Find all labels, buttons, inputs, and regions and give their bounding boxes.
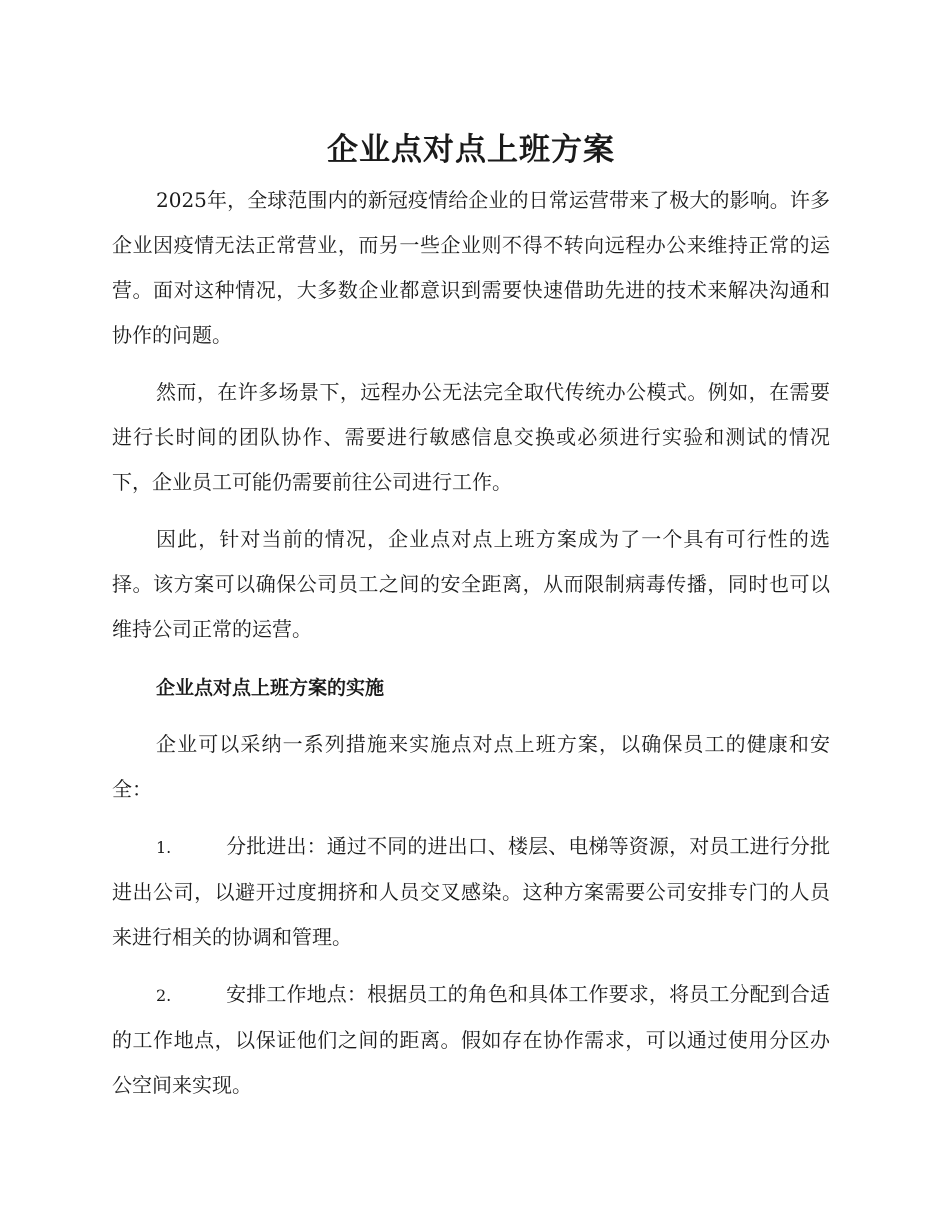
intro-paragraph: 2025年，全球范围内的新冠疫情给企业的日常运营带来了极大的影响。许多企业因疫情无法正常营业，而另一些企业则不得不转向远程办公来维持正常的运营。面对这种情况，大多数企业都意识到需要快速借助先进的技术来解决沟通和协作的问题。 (112, 188, 830, 347)
section-intro-paragraph: 企业可以采纳一系列措施来实施点对点上班方案，以确保员工的健康和安全： (112, 732, 830, 801)
proposal-paragraph: 因此，针对当前的情况，企业点对点上班方案成为了一个具有可行性的选择。该方案可以确保公司员工之间的安全距离，从而限制病毒传播，同时也可以维持公司正常的运营。 (112, 527, 830, 641)
document-body (112, 126, 830, 1120)
list-item-text: 分批进出：通过不同的进出口、楼层、电梯等资源，对员工进行分批进出公司，以避开过度拥挤和人员交叉感染。这种方案需要公司安排专门的人员来进行相关的协调和管理。 (112, 834, 830, 949)
list-item-number: 2. (156, 986, 172, 1005)
document-title: 企业点对点上班方案 (327, 132, 615, 168)
list-item-text: 安排工作地点：根据员工的角色和具体工作要求，将员工分配到合适的工作地点，以保证他们之间的距离。假如存在协作需求，可以通过使用分区办公空间来实现。 (112, 982, 830, 1097)
context-paragraph: 然而，在许多场景下，远程办公无法完全取代传统办公模式。例如，在需要进行长时间的团队协作、需要进行敏感信息交换或必须进行实验和测试的情况下，企业员工可能仍需要前往公司进行工作。 (112, 380, 830, 494)
list-item-number: 1. (156, 838, 172, 857)
section-heading: 企业点对点上班方案的实施 (156, 677, 385, 699)
list-item (112, 972, 830, 1108)
list-item (112, 824, 830, 960)
